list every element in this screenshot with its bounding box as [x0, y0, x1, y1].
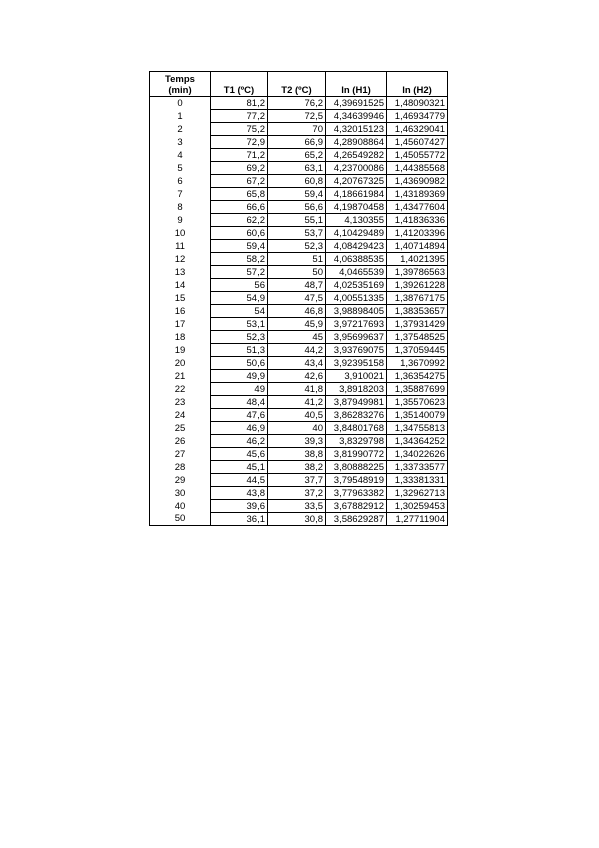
cell-temps: 22	[150, 383, 211, 396]
cell-t1: 36,1	[211, 513, 268, 526]
table-row	[150, 435, 448, 448]
cell-ln-h2: 1,36354275	[387, 370, 448, 383]
table-row	[150, 292, 448, 305]
cell-temps: 26	[150, 435, 211, 448]
table-row	[150, 149, 448, 162]
cell-t1: 54,9	[211, 292, 268, 305]
cell-t2: 53,7	[268, 227, 326, 240]
cell-ln-h2: 1,44385568	[387, 162, 448, 175]
cell-ln-h2: 1,39786563	[387, 266, 448, 279]
table-row	[150, 370, 448, 383]
cell-ln-h1: 4,08429423	[326, 240, 387, 253]
cell-temps: 2	[150, 123, 211, 136]
table-row	[150, 279, 448, 292]
cell-temps: 50	[150, 513, 211, 526]
cell-t1: 44,5	[211, 474, 268, 487]
cell-t2: 44,2	[268, 344, 326, 357]
cell-ln-h1: 4,130355	[326, 214, 387, 227]
cell-temps: 29	[150, 474, 211, 487]
cell-t2: 63,1	[268, 162, 326, 175]
cell-t2: 55,1	[268, 214, 326, 227]
cell-ln-h2: 1,37548525	[387, 331, 448, 344]
cell-temps: 24	[150, 409, 211, 422]
header-temps-label: Temps (min)	[165, 74, 195, 96]
table-row	[150, 474, 448, 487]
header-row	[150, 72, 448, 97]
cell-temps: 13	[150, 266, 211, 279]
cell-ln-h1: 3,79548919	[326, 474, 387, 487]
cell-ln-h1: 3,67882912	[326, 500, 387, 513]
cell-t1: 59,4	[211, 240, 268, 253]
cell-t1: 58,2	[211, 253, 268, 266]
table-row	[150, 162, 448, 175]
table-row	[150, 448, 448, 461]
table-row	[150, 383, 448, 396]
cell-t2: 39,3	[268, 435, 326, 448]
cell-ln-h2: 1,48090321	[387, 97, 448, 110]
header-temps	[150, 72, 211, 97]
cell-t2: 41,2	[268, 396, 326, 409]
cell-ln-h2: 1,37059445	[387, 344, 448, 357]
cell-ln-h2: 1,30259453	[387, 500, 448, 513]
cell-ln-h2: 1,45607427	[387, 136, 448, 149]
cell-ln-h1: 3,93769075	[326, 344, 387, 357]
cell-temps: 25	[150, 422, 211, 435]
cell-ln-h2: 1,41836336	[387, 214, 448, 227]
cell-temps: 15	[150, 292, 211, 305]
cell-t2: 42,6	[268, 370, 326, 383]
cell-t2: 37,7	[268, 474, 326, 487]
cell-temps: 16	[150, 305, 211, 318]
cell-t2: 33,5	[268, 500, 326, 513]
cell-t1: 66,6	[211, 201, 268, 214]
cell-ln-h2: 1,45055772	[387, 149, 448, 162]
header-ln-h2: ln (H2)	[387, 72, 448, 97]
header-ln-h1: ln (H1)	[326, 72, 387, 97]
cell-temps: 7	[150, 188, 211, 201]
table-header	[150, 72, 448, 97]
cell-t2: 52,3	[268, 240, 326, 253]
cell-ln-h2: 1,4021395	[387, 253, 448, 266]
cell-ln-h1: 3,97217693	[326, 318, 387, 331]
cell-ln-h2: 1,34022626	[387, 448, 448, 461]
cell-ln-h1: 4,39691525	[326, 97, 387, 110]
cell-ln-h1: 3,92395158	[326, 357, 387, 370]
table-row	[150, 227, 448, 240]
cell-ln-h1: 4,00551335	[326, 292, 387, 305]
cell-t2: 51	[268, 253, 326, 266]
table-row	[150, 123, 448, 136]
cell-t2: 30,8	[268, 513, 326, 526]
cell-ln-h2: 1,37931429	[387, 318, 448, 331]
table-row	[150, 513, 448, 526]
cell-t1: 67,2	[211, 175, 268, 188]
cell-t1: 71,2	[211, 149, 268, 162]
cell-ln-h1: 4,10429489	[326, 227, 387, 240]
cell-t2: 38,2	[268, 461, 326, 474]
cell-t2: 45,9	[268, 318, 326, 331]
cell-t2: 47,5	[268, 292, 326, 305]
table-row	[150, 136, 448, 149]
cell-t2: 38,8	[268, 448, 326, 461]
cell-t1: 43,8	[211, 487, 268, 500]
cell-t1: 47,6	[211, 409, 268, 422]
cell-temps: 27	[150, 448, 211, 461]
cell-t2: 70	[268, 123, 326, 136]
cell-t1: 65,8	[211, 188, 268, 201]
cell-ln-h1: 3,8329798	[326, 435, 387, 448]
table-row	[150, 500, 448, 513]
cell-ln-h2: 1,43477604	[387, 201, 448, 214]
cell-temps: 11	[150, 240, 211, 253]
table-row	[150, 97, 448, 110]
table-row	[150, 175, 448, 188]
cell-t1: 57,2	[211, 266, 268, 279]
cell-ln-h1: 3,910021	[326, 370, 387, 383]
table-row	[150, 253, 448, 266]
cell-t2: 76,2	[268, 97, 326, 110]
cell-t2: 60,8	[268, 175, 326, 188]
cell-ln-h1: 3,95699637	[326, 331, 387, 344]
cell-t1: 39,6	[211, 500, 268, 513]
cell-temps: 17	[150, 318, 211, 331]
header-t1: T1 (ºC)	[211, 72, 268, 97]
cell-t2: 59,4	[268, 188, 326, 201]
table-row	[150, 318, 448, 331]
cell-ln-h2: 1,41203396	[387, 227, 448, 240]
cell-ln-h2: 1,33733577	[387, 461, 448, 474]
header-t2: T2 (ºC)	[268, 72, 326, 97]
cell-ln-h1: 4,26549282	[326, 149, 387, 162]
cell-ln-h1: 4,32015123	[326, 123, 387, 136]
cell-t1: 62,2	[211, 214, 268, 227]
cell-ln-h2: 1,38767175	[387, 292, 448, 305]
cell-ln-h2: 1,39261228	[387, 279, 448, 292]
table-row	[150, 305, 448, 318]
cell-t1: 51,3	[211, 344, 268, 357]
cell-ln-h2: 1,34755813	[387, 422, 448, 435]
cell-temps: 12	[150, 253, 211, 266]
cell-temps: 9	[150, 214, 211, 227]
table-row	[150, 201, 448, 214]
cell-t1: 56	[211, 279, 268, 292]
cell-t1: 46,2	[211, 435, 268, 448]
cell-temps: 6	[150, 175, 211, 188]
table-row	[150, 396, 448, 409]
cell-t1: 45,1	[211, 461, 268, 474]
cell-t1: 52,3	[211, 331, 268, 344]
cell-ln-h1: 3,98898405	[326, 305, 387, 318]
cell-temps: 28	[150, 461, 211, 474]
cell-temps: 30	[150, 487, 211, 500]
table-row	[150, 357, 448, 370]
table-row	[150, 188, 448, 201]
cell-ln-h2: 1,35570623	[387, 396, 448, 409]
cell-temps: 23	[150, 396, 211, 409]
data-table	[149, 71, 448, 526]
table-row	[150, 110, 448, 123]
cell-t1: 46,9	[211, 422, 268, 435]
cell-t2: 46,8	[268, 305, 326, 318]
cell-t1: 69,2	[211, 162, 268, 175]
cell-ln-h2: 1,46329041	[387, 123, 448, 136]
cell-temps: 1	[150, 110, 211, 123]
cell-t1: 54	[211, 305, 268, 318]
cell-temps: 4	[150, 149, 211, 162]
cell-t2: 41,8	[268, 383, 326, 396]
cell-ln-h2: 1,46934779	[387, 110, 448, 123]
cell-t1: 49,9	[211, 370, 268, 383]
cell-temps: 20	[150, 357, 211, 370]
cell-ln-h2: 1,40714894	[387, 240, 448, 253]
cell-t1: 48,4	[211, 396, 268, 409]
cell-temps: 21	[150, 370, 211, 383]
cell-t2: 50	[268, 266, 326, 279]
cell-ln-h1: 3,84801768	[326, 422, 387, 435]
cell-t2: 72,5	[268, 110, 326, 123]
cell-t2: 40	[268, 422, 326, 435]
cell-temps: 3	[150, 136, 211, 149]
table-row	[150, 240, 448, 253]
table-body	[150, 97, 448, 526]
table-row	[150, 266, 448, 279]
table-row	[150, 487, 448, 500]
cell-ln-h1: 3,81990772	[326, 448, 387, 461]
cell-temps: 19	[150, 344, 211, 357]
cell-temps: 18	[150, 331, 211, 344]
cell-t2: 65,2	[268, 149, 326, 162]
table-row	[150, 409, 448, 422]
cell-ln-h1: 4,23700086	[326, 162, 387, 175]
cell-ln-h1: 3,87949981	[326, 396, 387, 409]
cell-temps: 5	[150, 162, 211, 175]
cell-t1: 72,9	[211, 136, 268, 149]
cell-ln-h1: 3,80888225	[326, 461, 387, 474]
table-row	[150, 461, 448, 474]
cell-t1: 53,1	[211, 318, 268, 331]
table-row	[150, 422, 448, 435]
cell-ln-h1: 4,06388535	[326, 253, 387, 266]
cell-ln-h1: 4,0465539	[326, 266, 387, 279]
cell-ln-h2: 1,34364252	[387, 435, 448, 448]
cell-ln-h2: 1,35887699	[387, 383, 448, 396]
cell-ln-h1: 3,58629287	[326, 513, 387, 526]
cell-temps: 8	[150, 201, 211, 214]
cell-t2: 40,5	[268, 409, 326, 422]
cell-t1: 49	[211, 383, 268, 396]
cell-ln-h1: 4,34639946	[326, 110, 387, 123]
cell-ln-h1: 4,02535169	[326, 279, 387, 292]
cell-ln-h1: 3,86283276	[326, 409, 387, 422]
cell-ln-h1: 3,77963382	[326, 487, 387, 500]
cell-ln-h2: 1,35140079	[387, 409, 448, 422]
cell-temps: 0	[150, 97, 211, 110]
cell-temps: 10	[150, 227, 211, 240]
cell-ln-h2: 1,33381331	[387, 474, 448, 487]
cell-t2: 37,2	[268, 487, 326, 500]
cell-ln-h2: 1,43189369	[387, 188, 448, 201]
table-row	[150, 331, 448, 344]
table-row	[150, 344, 448, 357]
cell-temps: 14	[150, 279, 211, 292]
cell-ln-h1: 4,19870458	[326, 201, 387, 214]
cell-t2: 56,6	[268, 201, 326, 214]
cell-t1: 75,2	[211, 123, 268, 136]
cell-t1: 45,6	[211, 448, 268, 461]
cell-ln-h1: 4,20767325	[326, 175, 387, 188]
cell-t2: 43,4	[268, 357, 326, 370]
cell-ln-h2: 1,43690982	[387, 175, 448, 188]
cell-ln-h2: 1,27711904	[387, 513, 448, 526]
cell-ln-h1: 4,18661984	[326, 188, 387, 201]
cell-ln-h2: 1,38353657	[387, 305, 448, 318]
cell-ln-h2: 1,3670992	[387, 357, 448, 370]
cell-t1: 81,2	[211, 97, 268, 110]
cell-t2: 66,9	[268, 136, 326, 149]
cell-t2: 45	[268, 331, 326, 344]
cell-t1: 60,6	[211, 227, 268, 240]
table-row	[150, 214, 448, 227]
cell-t1: 77,2	[211, 110, 268, 123]
cell-temps: 40	[150, 500, 211, 513]
cell-t2: 48,7	[268, 279, 326, 292]
cell-ln-h1: 3,8918203	[326, 383, 387, 396]
cell-t1: 50,6	[211, 357, 268, 370]
cell-ln-h1: 4,28908864	[326, 136, 387, 149]
cell-ln-h2: 1,32962713	[387, 487, 448, 500]
